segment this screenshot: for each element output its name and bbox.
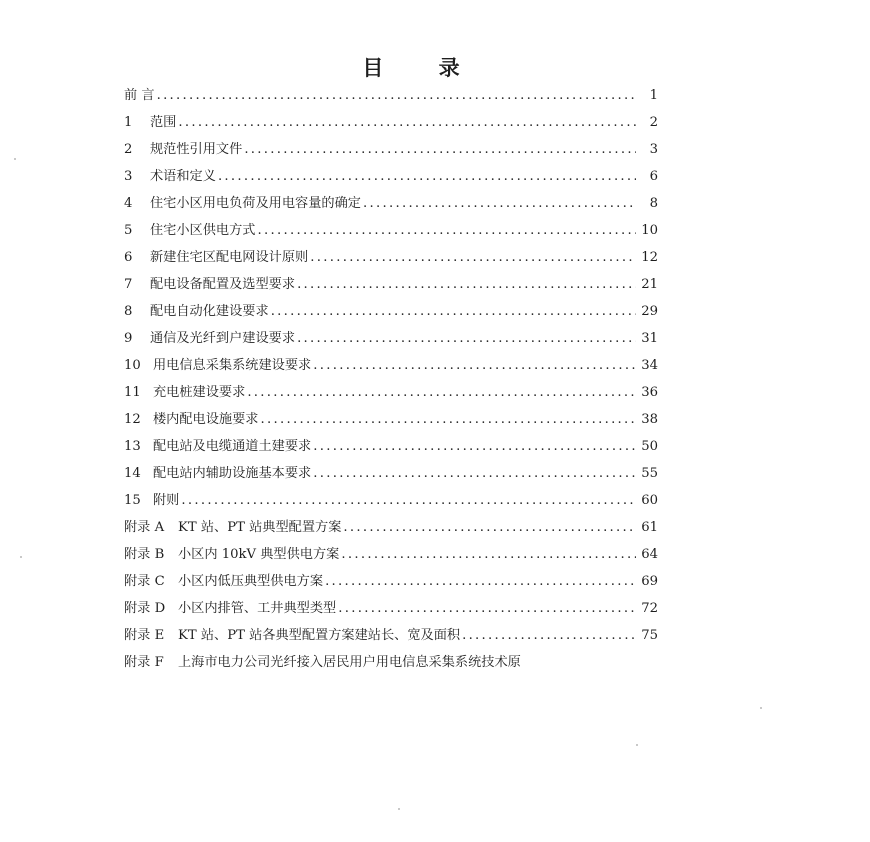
toc-entry[interactable] <box>124 273 658 300</box>
toc-entry[interactable] <box>124 300 658 327</box>
dot-leader <box>341 547 636 562</box>
toc-entry-page: 55 <box>641 466 658 481</box>
toc-entry[interactable] <box>124 462 658 489</box>
toc-entry-label: 术语和定义 <box>150 169 216 184</box>
toc-entry-label: 住宅小区用电负荷及用电容量的确定 <box>150 196 361 211</box>
toc-entry-number: 4 <box>124 196 133 211</box>
toc-entry-number: 附录 A <box>124 520 165 535</box>
toc-entry-page: 29 <box>641 304 658 319</box>
toc-entry-page: 31 <box>641 331 658 346</box>
toc-entry-label: KT 站、PT 站各典型配置方案建站长、宽及面积 <box>178 628 461 643</box>
toc-entry-page: 12 <box>641 250 658 265</box>
toc-entry-page: 34 <box>641 358 658 373</box>
toc-entry-number: 12 <box>124 412 141 427</box>
toc-entry-page: 1 <box>649 88 658 103</box>
toc-entry-number: 附录 C <box>124 574 165 589</box>
toc-entry[interactable] <box>124 354 658 381</box>
toc-entry-label: 配电自动化建设要求 <box>150 304 269 319</box>
toc-entry-label: KT 站、PT 站典型配置方案 <box>178 520 342 535</box>
toc-entry-number: 11 <box>124 385 141 400</box>
dot-leader <box>247 385 636 400</box>
toc-entry[interactable] <box>124 597 658 624</box>
toc-entry-label: 范围 <box>150 115 177 130</box>
toc-entry[interactable] <box>124 543 658 570</box>
toc-entry-page: 61 <box>641 520 658 535</box>
toc-entry-number: 15 <box>124 493 141 508</box>
toc-entry-label: 楼内配电设施要求 <box>153 412 259 427</box>
toc-entry-page: 60 <box>641 493 658 508</box>
toc-entry-label: 规范性引用文件 <box>150 142 243 157</box>
toc-entry-label: 配电站及电缆通道土建要求 <box>153 439 312 454</box>
toc-entry-page: 21 <box>641 277 658 292</box>
toc-entry[interactable] <box>124 516 658 543</box>
toc-entry-number: 7 <box>124 277 133 292</box>
toc-entry-number: 10 <box>124 358 141 373</box>
dot-leader <box>325 574 636 589</box>
toc-entry[interactable] <box>124 651 658 678</box>
toc-entry-number: 附录 D <box>124 601 166 616</box>
toc-entry-page: 2 <box>649 115 658 130</box>
toc-entry[interactable] <box>124 408 658 435</box>
toc-entry-page: 10 <box>641 223 658 238</box>
toc-entry-number: 8 <box>124 304 133 319</box>
toc-entry-label: 附则 <box>153 493 180 508</box>
toc-entry-label: 前 言 <box>124 88 155 103</box>
toc-entry-page: 6 <box>649 169 658 184</box>
dot-leader <box>218 169 636 184</box>
toc-entry-number: 6 <box>124 250 133 265</box>
dot-leader <box>310 250 636 265</box>
toc-entry-page: 75 <box>641 628 658 643</box>
toc-entry-number: 1 <box>124 115 133 130</box>
toc-entry[interactable] <box>124 570 658 597</box>
dot-leader <box>261 412 637 427</box>
dot-leader <box>271 304 636 319</box>
toc-entry-number: 9 <box>124 331 133 346</box>
toc-entry-number: 14 <box>124 466 141 481</box>
dot-leader <box>363 196 636 211</box>
scan-speck <box>20 556 22 558</box>
toc-entry[interactable] <box>124 327 658 354</box>
toc-entry[interactable] <box>124 381 658 408</box>
dot-leader <box>181 493 636 508</box>
dot-leader <box>178 115 636 130</box>
dot-leader <box>313 466 636 481</box>
scan-speck <box>636 744 638 746</box>
toc-entry-number: 2 <box>124 142 133 157</box>
dot-leader <box>258 223 637 238</box>
toc-entry[interactable] <box>124 165 658 192</box>
dot-leader <box>297 331 636 346</box>
dot-leader <box>297 277 636 292</box>
toc-entry-label: 小区内排管、工井典型类型 <box>178 601 337 616</box>
scan-speck <box>760 707 762 709</box>
dot-leader <box>244 142 636 157</box>
dot-leader <box>338 601 636 616</box>
toc-entry-page: 50 <box>641 439 658 454</box>
toc-entry-page: 69 <box>641 574 658 589</box>
toc-entry-page: 64 <box>641 547 658 562</box>
scan-speck <box>14 158 16 160</box>
toc-entry-page: 72 <box>641 601 658 616</box>
toc-entry-number: 附录 F <box>124 655 164 670</box>
dot-leader <box>462 628 636 643</box>
dot-leader <box>157 88 636 103</box>
toc-entry[interactable] <box>124 624 658 651</box>
toc-entry-number: 3 <box>124 169 133 184</box>
toc-entry-number: 5 <box>124 223 133 238</box>
toc-entry[interactable] <box>124 192 658 219</box>
table-of-contents <box>124 84 658 678</box>
toc-entry-label: 上海市电力公司光纤接入居民用户用电信息采集系统技术原 <box>178 655 521 670</box>
toc-entry[interactable] <box>124 435 658 462</box>
toc-entry-number: 附录 E <box>124 628 165 643</box>
toc-entry-page: 36 <box>641 385 658 400</box>
toc-entry-page: 3 <box>649 142 658 157</box>
toc-entry-number: 附录 B <box>124 547 165 562</box>
toc-entry[interactable] <box>124 84 658 111</box>
dot-leader <box>343 520 636 535</box>
scan-speck <box>398 808 400 810</box>
toc-entry-page: 38 <box>641 412 658 427</box>
toc-entry-label: 通信及光纤到户建设要求 <box>150 331 296 346</box>
dot-leader <box>313 358 636 373</box>
toc-entry-label: 配电设备配置及选型要求 <box>150 277 296 292</box>
toc-entry[interactable] <box>124 246 658 273</box>
toc-entry[interactable] <box>124 138 658 165</box>
toc-entry[interactable] <box>124 111 658 138</box>
toc-entry-label: 小区内 10kV 典型供电方案 <box>178 547 340 562</box>
toc-entry[interactable] <box>124 489 658 516</box>
toc-entry-label: 小区内低压典型供电方案 <box>178 574 324 589</box>
toc-entry-label: 新建住宅区配电网设计原则 <box>150 250 309 265</box>
toc-entry[interactable] <box>124 219 658 246</box>
toc-entry-label: 配电站内辅助设施基本要求 <box>153 466 312 481</box>
toc-entry-page: 8 <box>649 196 658 211</box>
toc-title: 目 录 <box>362 55 484 80</box>
dot-leader <box>313 439 636 454</box>
toc-entry-number: 13 <box>124 439 141 454</box>
toc-entry-label: 住宅小区供电方式 <box>150 223 256 238</box>
toc-entry-label: 用电信息采集系统建设要求 <box>153 358 312 373</box>
toc-entry-label: 充电桩建设要求 <box>153 385 246 400</box>
